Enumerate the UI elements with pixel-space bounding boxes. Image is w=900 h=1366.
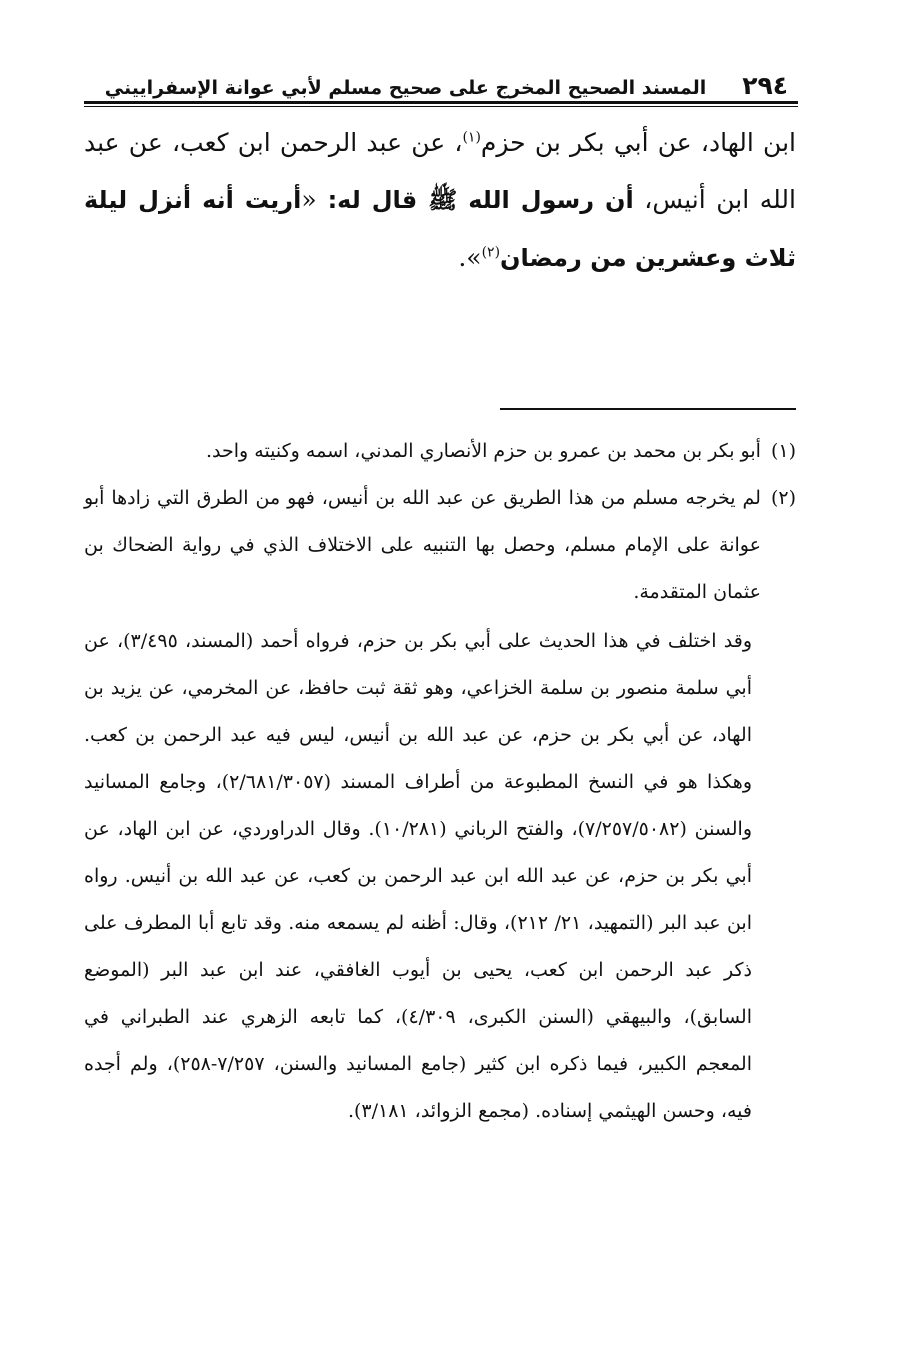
page-header bbox=[84, 64, 796, 98]
isnad-text-2: ، عن عبد الرحمن ابن كعب، عن عبد الله ابن أنيس، bbox=[84, 128, 796, 214]
isnad-text-1: ابن الهاد، عن أبي بكر بن حزم bbox=[480, 128, 796, 157]
running-title: المسند الصحيح المخرج على صحيح مسلم لأبي عوانة الإسفراييني bbox=[104, 77, 707, 99]
quote-open: « bbox=[301, 185, 317, 214]
hadith-paragraph bbox=[84, 114, 796, 287]
main-text bbox=[84, 114, 796, 287]
footnote-divider bbox=[500, 408, 796, 410]
matn-intro: أن رسول الله ﷺ قال له: bbox=[316, 186, 634, 214]
header-rule-thin bbox=[84, 106, 798, 107]
footnote-number-2: (٢) bbox=[770, 487, 796, 509]
footnotes bbox=[84, 428, 796, 1135]
footnote-2-continuation: وقد اختلف في هذا الحديث على أبي بكر بن حزم، فرواه أحمد (المسند، ٣/٤٩٥)، عن أبي سلمة منصور بن سلمة الخزاعي، وهو ثقة ثبت حافظ، عن المخرمي، عن يزيد بن الهاد، عن أبي بكر بن حزم، عن عبد الله بن أنيس، ليس فيه عبد الرحمن بن كعب. وهكذا هو في النسخ المطبوعة من أطراف المسند (٢/٦٨١/٣٠٥٧)، وجامع المسانيد والسنن (٧/٢٥٧/٥٠٨٢)، والفتح الرباني (١٠/٢٨١). وقال الدراوردي، عن ابن الهاد، عن أبي بكر بن حزم، عن عبد الله ابن عبد الرحمن بن كعب، عن عبد الله بن أنيس. رواه ابن عبد البر (التمهيد، ٢١/ ٢١٢)، وقال: أظنه لم يسمعه منه. وقد تابع أبا المطرف على ذكر عبد الرحمن ابن كعب، يحيى بن أيوب الغافقي، عند ابن عبد البر (الموضع السابق)، والبيهقي (السنن الكبرى، ٤/٣٠٩)، كما تابعه الزهري عند الطبراني في المعجم الكبير، فيما ذكره ابن كثير (جامع المسانيد والسنن، ٧/٢٥٧-٢٥٨)، ولم أجده فيه، وحسن الهيثمي إسناده. (مجمع الزوائد، ٣/١٨١). bbox=[84, 630, 753, 1122]
quote-close: ». bbox=[458, 243, 482, 272]
footnote-1 bbox=[84, 428, 796, 475]
page-number: ٢٩٤ bbox=[742, 71, 788, 100]
footnote-text-1: أبو بكر بن محمد بن عمرو بن حزم الأنصاري المدني، اسمه وكنيته واحد. bbox=[206, 440, 761, 462]
footnote-2 bbox=[84, 475, 796, 616]
header-rule bbox=[84, 101, 798, 104]
footnote-ref-2: (٢) bbox=[481, 244, 501, 261]
footnote-ref-1: (١) bbox=[462, 129, 481, 146]
footnote-number-1: (١) bbox=[770, 440, 796, 462]
matn-quote: أريت أنه أنزل ليلة ثلاث وعشرين من رمضان bbox=[84, 186, 796, 272]
footnote-text-2: لم يخرجه مسلم من هذا الطريق عن عبد الله بن أنيس، فهو من الطرق التي زادها أبو عوانة على الإمام مسلم، وحصل بها التنبيه على الاختلاف الذي في رواية الضحاك بن عثمان المتقدمة. bbox=[84, 487, 761, 603]
